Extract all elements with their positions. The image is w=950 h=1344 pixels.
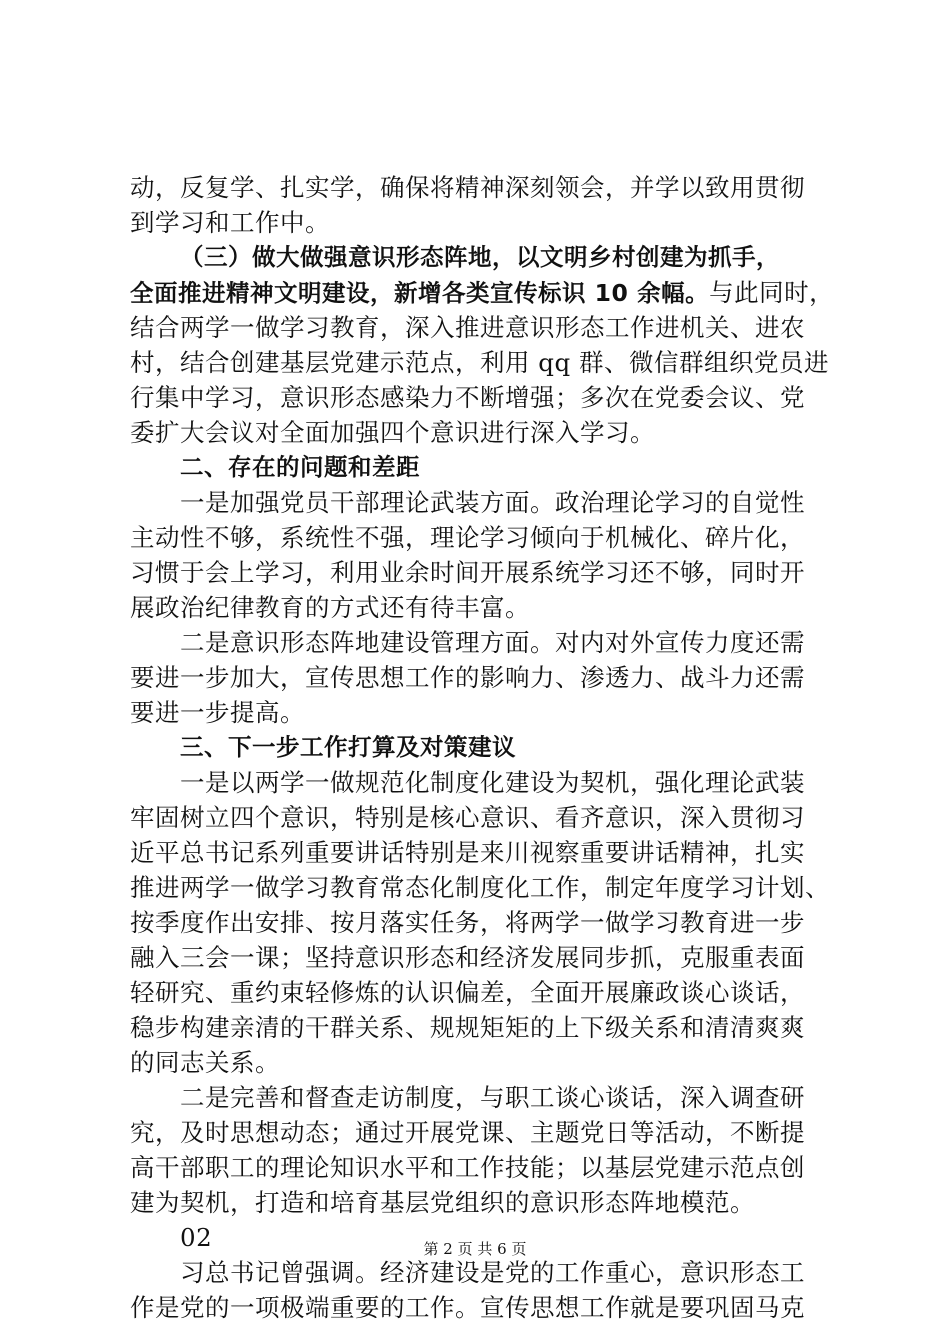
body-line-mixed xyxy=(130,275,835,310)
body-line: 近平总书记系列重要讲话特别是来川视察重要讲话精神，扎实 xyxy=(130,838,805,867)
body-line: 动，反复学、扎实学，确保将精神深刻领会，并学以致用贯彻 xyxy=(130,173,805,202)
body-line: 的同志关系。 xyxy=(130,1048,280,1077)
section-heading: 二、存在的问题和差距 xyxy=(180,453,420,481)
body-line: 融入三会一课；坚持意识形态和经济发展同步抓，克服重表面 xyxy=(130,943,805,972)
body-line: 习惯于会上学习，利用业余时间开展系统学习还不够，同时开 xyxy=(130,558,805,587)
body-line: 作是党的一项极端重要的工作。宣传思想工作就是要巩固马克 xyxy=(130,1293,805,1322)
body-line: 要进一步加大，宣传思想工作的影响力、渗透力、战斗力还需 xyxy=(130,663,805,692)
section-number: 02 xyxy=(180,1223,213,1252)
body-line: 按季度作出安排、按月落实任务，将两学一做学习教育进一步 xyxy=(130,908,805,937)
body-line: 一是加强党员干部理论武装方面。政治理论学习的自觉性 xyxy=(180,488,805,517)
document-body xyxy=(130,170,835,1325)
section-heading: 三、下一步工作打算及对策建议 xyxy=(180,733,516,761)
body-line: 稳步构建亲清的干群关系、规规矩矩的上下级关系和清清爽爽 xyxy=(130,1013,805,1042)
body-line: 行集中学习，意识形态感染力不断增强；多次在党委会议、党 xyxy=(130,383,805,412)
body-line: 主动性不够，系统性不强，理论学习倾向于机械化、碎片化， xyxy=(130,523,805,552)
body-line: 习总书记曾强调。经济建设是党的工作重心，意识形态工 xyxy=(180,1258,805,1287)
body-line: 究，及时思想动态；通过开展党课、主题党日等活动，不断提 xyxy=(130,1118,805,1147)
body-line: 结合两学一做学习教育，深入推进意识形态工作进机关、进农 xyxy=(130,313,805,342)
body-line: 高干部职工的理论知识水平和工作技能；以基层党建示范点创 xyxy=(130,1153,805,1182)
body-line: 展政治纪律教育的方式还有待丰富。 xyxy=(130,593,530,622)
body-line: 建为契机，打造和培育基层党组织的意识形态阵地模范。 xyxy=(130,1188,755,1217)
body-line: 推进两学一做学习教育常态化制度化工作，制定年度学习计划、 xyxy=(130,873,830,902)
body-line: 二是意识形态阵地建设管理方面。对内对外宣传力度还需 xyxy=(180,628,805,657)
body-line: 一是以两学一做规范化制度化建设为契机，强化理论武装 xyxy=(180,768,805,797)
body-line: 二是完善和督查走访制度，与职工谈心谈话，深入调查研 xyxy=(180,1083,805,1112)
body-line: 轻研究、重约束轻修炼的认识偏差，全面开展廉政谈心谈话， xyxy=(130,978,805,1007)
bold-text: 全面推进精神文明建设，新增各类宣传标识 10 余幅。 xyxy=(130,279,710,307)
body-text: 与此同时， xyxy=(709,278,835,307)
body-line: 村，结合创建基层党建示范点，利用 qq 群、微信群组织党员进 xyxy=(130,348,829,377)
section-heading-line: （三）做大做强意识形态阵地，以文明乡村创建为抓手， xyxy=(180,243,780,271)
page-footer: 第 2 页 共 6 页 xyxy=(423,1240,527,1258)
body-line: 委扩大会议对全面加强四个意识进行深入学习。 xyxy=(130,418,655,447)
body-line: 到学习和工作中。 xyxy=(130,208,330,237)
body-line: 要进一步提高。 xyxy=(130,698,305,727)
body-line: 牢固树立四个意识，特别是核心意识、看齐意识，深入贯彻习 xyxy=(130,803,805,832)
